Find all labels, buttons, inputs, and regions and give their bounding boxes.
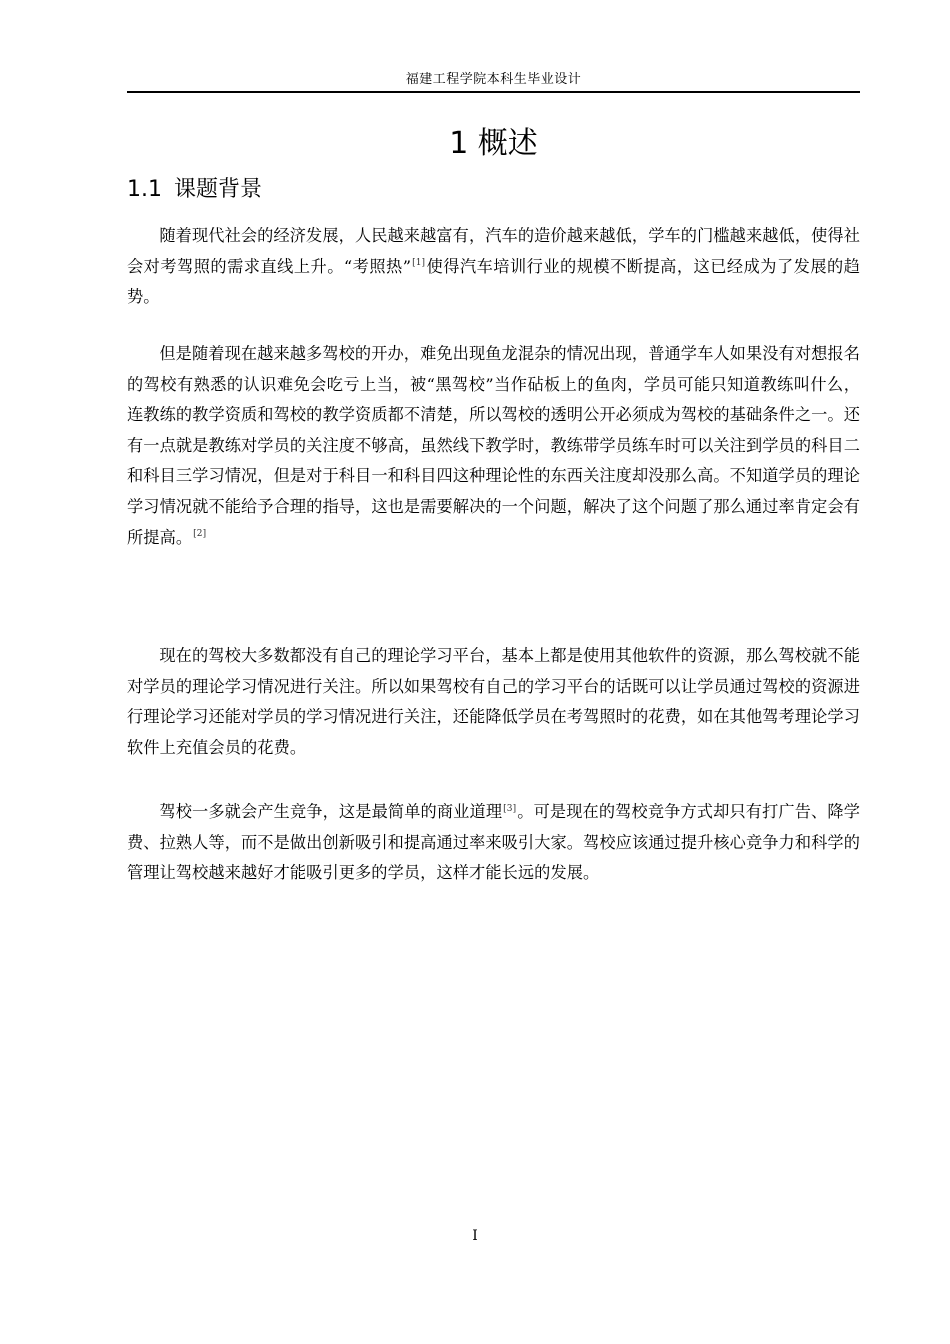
paragraph-background-4 xyxy=(127,797,860,889)
header-text: 福建工程学院本科生毕业设计 xyxy=(405,72,582,87)
paragraph-background-3 xyxy=(127,641,860,763)
paragraph-text: 但是随着现在越来越多驾校的开办，难免出现鱼龙混杂的情况出现，普通学车人如果没有对想报名的驾校有熟悉的认识难免会吃亏上当，被“黑驾校”当作砧板上的鱼肉，学员可能只知道教练叫什么，连教练的教学资质和驾校的教学资质都不清楚，所以驾校的透明公开必须成为驾校的基础条件之一。还有一点就是教练对学员的关注度不够高，虽然线下教学时，教练带学员练车时可以关注到学员的科目二和科目三学习情况，但是对于科目一和科目四这种理论性的东西关注度却没那么高。不知道学员的理论学习情况就不能给予合理的指导，这也是需要解决的一个问题，解决了这个问题了那么通过率肯定会有所提高。 xyxy=(127,344,860,547)
paragraph-text: 驾校一多就会产生竞争，这是最简单的商业道理 xyxy=(159,802,503,821)
paragraph-background-2 xyxy=(127,339,860,553)
paragraph-background-1 xyxy=(127,221,860,313)
paragraph-text: 随着现代社会的经济发展，人民越来越富有，汽车的造价越来越低，学车的门槛越来越低，使得社会对考驾照的需求直线上升。“考照热” xyxy=(127,226,860,276)
paragraph-text: 使得汽车培训行业的规模不断提高，这已经成为了发展的趋势。 xyxy=(127,256,860,307)
chapter-title: 1 概述 xyxy=(449,126,538,161)
citation-ref[interactable]: [1] xyxy=(412,258,426,269)
section-title: 课题背景 xyxy=(174,177,263,202)
page-number: I xyxy=(472,1228,478,1244)
paragraph-text: 。可是现在的驾校竞争方式却只有打广告、降学费、拉熟人等，而不是做出创新吸引和提高通过率来吸引大家。驾校应该通过提升核心竞争力和科学的管理让驾校越来越好才能吸引更多的学员，这样才能长远的发展。 xyxy=(127,802,860,883)
citation-ref[interactable]: [3] xyxy=(503,803,517,814)
page-header xyxy=(127,68,860,93)
section-heading xyxy=(127,173,262,207)
paragraph-text: 现在的驾校大多数都没有自己的理论学习平台，基本上都是使用其他软件的资源，那么驾校就不能对学员的理论学习情况进行关注。所以如果驾校有自己的学习平台的话既可以让学员通过驾校的资源进行理论学习还能对学员的学习情况进行关注，还能降低学员在考驾照时的花费，如在其他驾考理论学习软件上充值会员的花费。 xyxy=(127,646,860,757)
section-number: 1.1 xyxy=(127,177,162,202)
citation-ref[interactable]: [2] xyxy=(193,529,207,540)
